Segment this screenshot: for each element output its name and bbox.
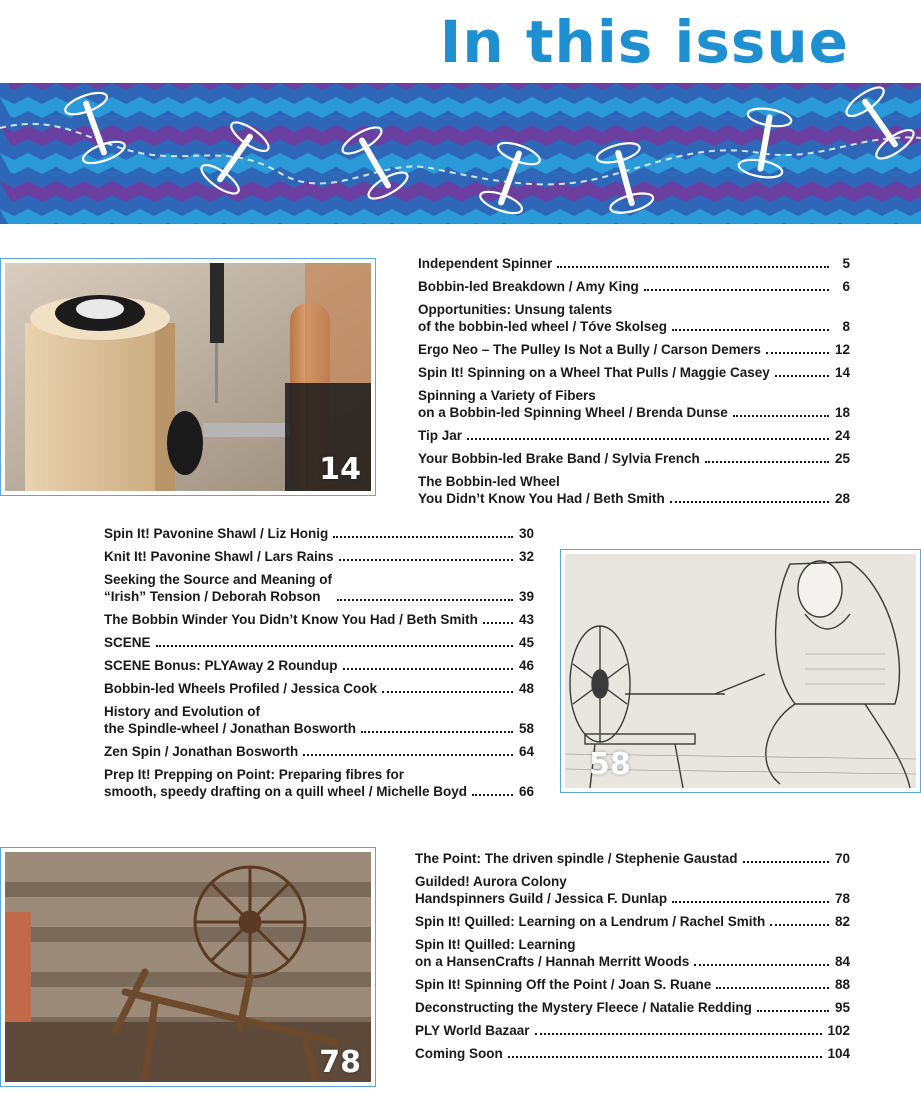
dot-leader (508, 1056, 823, 1058)
toc-entry[interactable] (418, 427, 850, 444)
dot-leader (770, 924, 829, 926)
toc-entry[interactable] (418, 387, 850, 421)
toc-entry-page: 58 (518, 721, 534, 736)
toc-entry-title: Spin It! Quilled: Learning on a Lendrum / Rachel Smith (415, 914, 766, 929)
toc-entry[interactable] (418, 255, 850, 272)
toc-entry[interactable] (104, 743, 534, 760)
toc-entry-title: Ergo Neo – The Pulley Is Not a Bully / Carson Demers (418, 342, 761, 357)
toc-entry[interactable] (418, 364, 850, 381)
toc-entry-page: 8 (842, 319, 850, 334)
toc-entry-page: 43 (518, 612, 534, 627)
toc-entry[interactable] (418, 341, 850, 358)
dot-leader (343, 668, 513, 670)
toc-entry-title: Your Bobbin-led Brake Band / Sylvia French (418, 451, 700, 466)
toc-entry-title: Independent Spinner (418, 256, 553, 271)
toc-entry-page: 95 (834, 1000, 850, 1015)
dot-leader (557, 266, 829, 268)
toc-entry-page: 84 (834, 954, 850, 969)
toc-entry[interactable] (418, 278, 850, 295)
toc-entry[interactable] (104, 548, 534, 565)
toc-entry-title: Tip Jar (418, 428, 463, 443)
toc-entry[interactable] (415, 999, 850, 1016)
toc-entry[interactable] (415, 850, 850, 867)
toc-entry-page: 39 (518, 589, 534, 604)
toc-entry[interactable] (104, 571, 534, 605)
toc-entry-title: Deconstructing the Mystery Fleece / Natalie Redding (415, 1000, 752, 1015)
toc-entry-page: 64 (518, 744, 534, 759)
toc-entry-page: 32 (518, 549, 534, 564)
dot-leader (672, 901, 829, 903)
toc-entry-title: Zen Spin / Jonathan Bosworth (104, 744, 299, 759)
photo-bobbin-closeup (0, 258, 376, 496)
toc-entry[interactable] (104, 680, 534, 697)
dot-leader (743, 861, 829, 863)
toc-entry-page: 78 (834, 891, 850, 906)
toc-entry-title: History and Evolution of the Spindle-wheel / Jonathan Bosworth (104, 704, 357, 736)
toc-entry[interactable] (418, 301, 850, 335)
toc-entry-page: 104 (827, 1046, 850, 1061)
toc-entry-title: SCENE Bonus: PLYAway 2 Roundup (104, 658, 338, 673)
toc-entry[interactable] (104, 703, 534, 737)
toc-entry-page: 12 (834, 342, 850, 357)
dot-leader (670, 501, 829, 503)
toc-entry-page: 24 (834, 428, 850, 443)
toc-entry[interactable] (415, 936, 850, 970)
toc-section-middle (104, 525, 534, 806)
dot-leader (333, 536, 513, 538)
toc-entry[interactable] (104, 611, 534, 628)
toc-entry[interactable] (104, 657, 534, 674)
dot-leader (535, 1033, 823, 1035)
toc-entry-page: 6 (842, 279, 850, 294)
toc-entry-title: The Bobbin Winder You Didn’t Know You Had / Beth Smith (104, 612, 478, 627)
toc-entry-page: 30 (518, 526, 534, 541)
toc-entry-title: Spinning a Variety of Fibers on a Bobbin-led Spinning Wheel / Brenda Dunse (418, 388, 728, 420)
dot-leader (694, 964, 829, 966)
dot-leader (361, 731, 513, 733)
dot-leader (303, 754, 513, 756)
toc-entry-page: 102 (827, 1023, 850, 1038)
toc-entry[interactable] (415, 913, 850, 930)
toc-entry-title: Seeking the Source and Meaning of “Irish” Tension / Deborah Robson (104, 572, 333, 604)
page-title: In this issue (439, 8, 849, 76)
toc-entry-page: 18 (834, 405, 850, 420)
photo-badge-78: 78 (319, 1045, 361, 1080)
toc-entry-page: 46 (518, 658, 534, 673)
toc-entry[interactable] (104, 634, 534, 651)
dot-leader (156, 645, 513, 647)
toc-entry[interactable] (415, 1045, 850, 1062)
photo-spindle-wheel-engraving (560, 549, 921, 793)
dot-leader (339, 559, 513, 561)
toc-entry-page: 66 (518, 784, 534, 799)
toc-entry-title: SCENE (104, 635, 151, 650)
dot-leader (672, 329, 829, 331)
photo-badge-58: 58 (589, 747, 631, 782)
photo-quill-wheel-cabin (0, 847, 376, 1087)
toc-entry[interactable] (104, 766, 534, 800)
dot-leader (705, 461, 829, 463)
toc-entry[interactable] (418, 473, 850, 507)
toc-entry-page: 5 (842, 256, 850, 271)
dot-leader (757, 1010, 829, 1012)
toc-entry-page: 14 (834, 365, 850, 380)
dot-leader (483, 622, 513, 624)
dot-leader (644, 289, 829, 291)
toc-section-top (418, 255, 850, 513)
toc-entry[interactable] (415, 976, 850, 993)
toc-entry-page: 28 (834, 491, 850, 506)
toc-entry-title: Guilded! Aurora Colony Handspinners Guild / Jessica F. Dunlap (415, 874, 668, 906)
photo-badge-14: 14 (319, 452, 361, 487)
dot-leader (467, 438, 829, 440)
toc-entry-page: 82 (834, 914, 850, 929)
dot-leader (382, 691, 513, 693)
toc-entry-title: Prep It! Prepping on Point: Preparing fibres for smooth, speedy drafting on a quill wheel / Michelle Boyd (104, 767, 468, 799)
dot-leader (716, 987, 829, 989)
toc-entry-title: Opportunities: Unsung talents of the bobbin-led wheel / Tóve Skolseg (418, 302, 668, 334)
toc-entry-title: The Bobbin-led Wheel You Didn’t Know You Had / Beth Smith (418, 474, 665, 506)
toc-entry-title: Bobbin-led Breakdown / Amy King (418, 279, 639, 294)
toc-entry[interactable] (104, 525, 534, 542)
dot-leader (733, 415, 829, 417)
toc-entry-title: The Point: The driven spindle / Stephenie Gaustad (415, 851, 738, 866)
toc-entry-title: Spin It! Spinning on a Wheel That Pulls / Maggie Casey (418, 365, 770, 380)
toc-entry[interactable] (418, 450, 850, 467)
toc-entry-page: 70 (834, 851, 850, 866)
toc-entry-title: PLY World Bazaar (415, 1023, 530, 1038)
toc-entry[interactable] (415, 873, 850, 907)
toc-entry-title: Bobbin-led Wheels Profiled / Jessica Cook (104, 681, 378, 696)
toc-entry-title: Spin It! Quilled: Learning on a HansenCrafts / Hannah Merritt Woods (415, 937, 690, 969)
toc-entry-page: 45 (518, 635, 534, 650)
toc-entry[interactable] (415, 1022, 850, 1039)
toc-entry-title: Spin It! Spinning Off the Point / Joan S. Ruane (415, 977, 712, 992)
toc-entry-page: 48 (518, 681, 534, 696)
toc-entry-title: Spin It! Pavonine Shawl / Liz Honig (104, 526, 329, 541)
dot-leader (766, 352, 829, 354)
dot-leader (472, 794, 513, 796)
bobbin-banner (0, 83, 921, 224)
dot-leader (775, 375, 829, 377)
toc-entry-page: 88 (834, 977, 850, 992)
dot-leader (337, 599, 513, 601)
toc-entry-title: Coming Soon (415, 1046, 503, 1061)
toc-entry-title: Knit It! Pavonine Shawl / Lars Rains (104, 549, 334, 564)
toc-section-bottom (415, 850, 850, 1068)
toc-entry-page: 25 (834, 451, 850, 466)
